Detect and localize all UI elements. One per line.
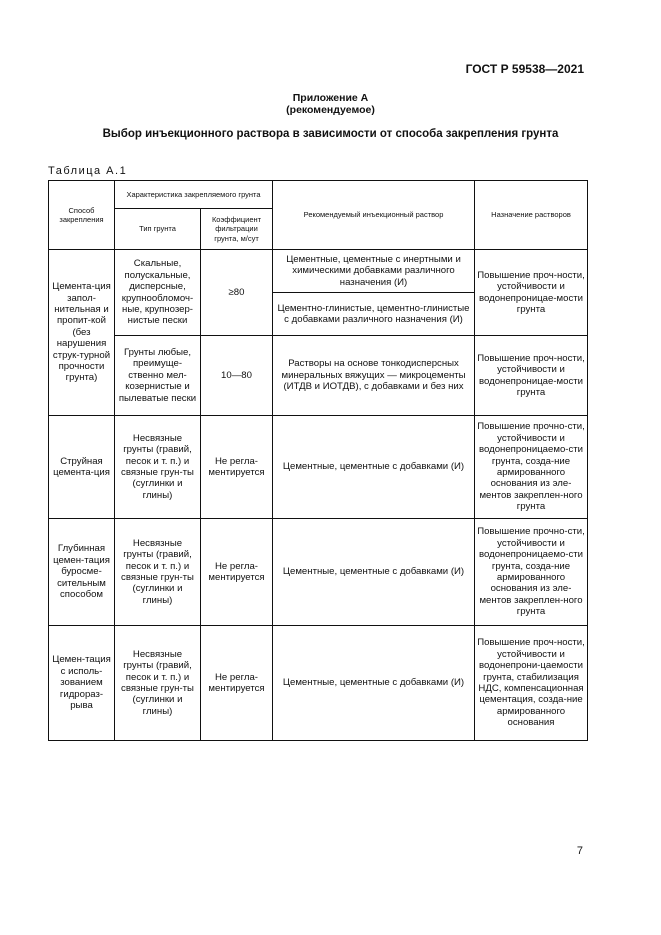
annex-title: Приложение А [292, 92, 369, 104]
row5-filtration: Не регла-ментируется [201, 626, 273, 741]
row4-purpose: Повышение прочно-сти, устойчивости и водонепроницаемо-сти грунта, созда-ние армированного основания из эле-ментов закреплен-ного грунта [475, 519, 588, 626]
row2-soil-type: Грунты любые, преимуще-ственно мел-козернистые и пылеватые пески [115, 336, 201, 416]
header-method: Способ закрепления [49, 181, 115, 250]
row5-method: Цемен-тация с исполь-зованием гидрораз-рыва [49, 626, 115, 741]
row4-method: Глубинная цемен-тация буросме-сительным способом [49, 519, 115, 626]
row5-solution: Цементные, цементные с добавками (И) [273, 626, 475, 741]
row3-soil-type: Несвязные грунты (гравий, песок и т. п.) и связные грун-ты (суглинки и глины) [115, 416, 201, 519]
row3-purpose: Повышение прочно-сти, устойчивости и водонепроницаемо-сти грунта, созда-ние армированного основания из эле-ментов закреплен-ного грунта [475, 416, 588, 519]
row1-filtration: ≥80 [201, 250, 273, 336]
solution-selection-table [48, 180, 588, 741]
row1-method: Цемента-ция запол-нительная и пропит-кой (без нарушения струк-турной прочности грунта) [49, 250, 115, 416]
header-soil-type: Тип грунта [115, 209, 201, 250]
row2-purpose: Повышение проч-ности, устойчивости и водонепроницае-мости грунта [475, 336, 588, 416]
page-number: 7 [576, 845, 583, 857]
row2-solution: Растворы на основе тонкодисперсных минеральных вяжущих — микроцементы (ИТДВ и ИОТДВ), с добавками и без них [273, 336, 475, 416]
annex-title-block [0, 92, 661, 116]
row5-soil-type: Несвязные грунты (гравий, песок и т. п.) и связные грун-ты (суглинки и глины) [115, 626, 201, 741]
header-filtration-coefficient: Коэффициент фильтрации грунта, м/сут [201, 209, 273, 250]
annex-heading: Выбор инъекционного раствора в зависимости от способа закрепления грунта [102, 128, 559, 140]
row1-solution-b: Цементно-глинистые, цементно-глинистые с добавками различного назначения (И) [273, 293, 475, 336]
header-recommended-solution: Рекомендуемый инъекционный раствор [273, 181, 475, 250]
row4-soil-type: Несвязные грунты (гравий, песок и т. п.) и связные грун-ты (суглинки и глины) [115, 519, 201, 626]
row3-filtration: Не регла-ментируется [201, 416, 273, 519]
row1-solution-a: Цементные, цементные с инертными и химическими добавками различного назначения (И) [273, 250, 475, 293]
row3-solution: Цементные, цементные с добавками (И) [273, 416, 475, 519]
header-solution-purpose: Назначение растворов [475, 181, 588, 250]
header-soil-characteristics: Характеристика закрепляемого грунта [115, 181, 273, 209]
row4-filtration: Не регла-ментируется [201, 519, 273, 626]
row2-filtration: 10—80 [201, 336, 273, 416]
row5-purpose: Повышение проч-ности, устойчивости и водонепрони-цаемости грунта, стабилизация НДС, компенсационная цементация, созда-ние армированного основания [475, 626, 588, 741]
table-caption: Таблица А.1 [48, 165, 128, 177]
annex-status: (рекомендуемое) [286, 104, 375, 116]
row1-soil-type: Скальные, полускальные, дисперсные, крупнообломоч-ные, крупнозер-нистые пески [115, 250, 201, 336]
document-code: ГОСТ Р 59538—2021 [465, 62, 584, 76]
row1-purpose: Повышение проч-ности, устойчивости и водонепроницае-мости грунта [475, 250, 588, 336]
row4-solution: Цементные, цементные с добавками (И) [273, 519, 475, 626]
row3-method: Струйная цемента-ция [49, 416, 115, 519]
